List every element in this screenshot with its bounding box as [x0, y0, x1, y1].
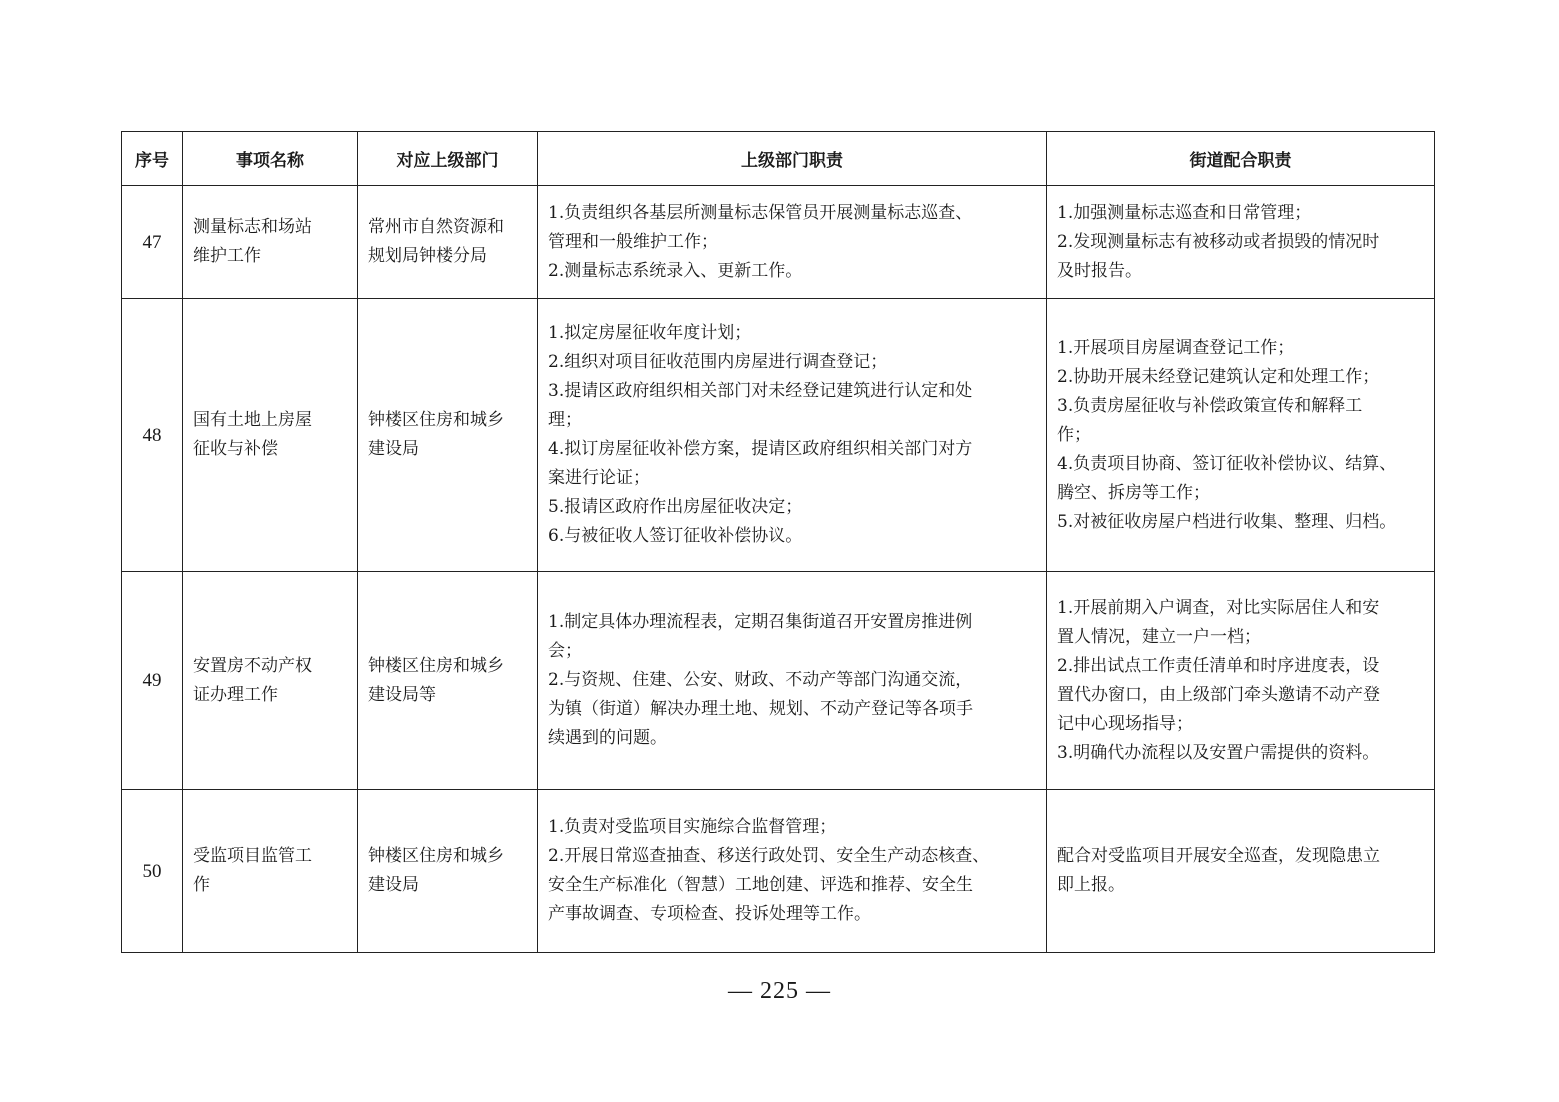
item-name-cell — [183, 790, 358, 953]
street-duties-line: 4.负责项目协商、签订征收补偿协议、结算、 — [1057, 453, 1397, 474]
item-name-line: 安置房不动产权 — [193, 655, 312, 676]
upper-duties-line: 1.负责对受监项目实施综合监督管理； — [548, 817, 837, 837]
street-duties-line: 3.负责房屋征收与补偿政策宣传和解释工 — [1057, 395, 1363, 416]
upper-dept-line: 钟楼区住房和城乡 — [368, 846, 504, 866]
street-duties-line: 配合对受监项目开展安全巡查，发现隐患立 — [1057, 846, 1380, 866]
header-street-duties: 街道配合职责 — [1047, 132, 1435, 186]
row-number: 50 — [122, 790, 183, 953]
responsibility-table — [121, 131, 1435, 953]
upper-duties-line: 2.测量标志系统录入、更新工作。 — [548, 260, 803, 281]
item-name-line: 测量标志和场站 — [193, 217, 312, 237]
page-number: — 225 — — [728, 978, 831, 1004]
street-duties-cell — [1047, 572, 1435, 790]
table-row — [122, 572, 1435, 790]
street-duties-line: 置人情况，建立一户一档； — [1057, 626, 1261, 647]
item-name-line: 受监项目监管工 — [193, 846, 312, 866]
upper-dept-line: 钟楼区住房和城乡 — [368, 410, 504, 430]
street-duties-line: 2.协助开展未经登记建筑认定和处理工作； — [1057, 366, 1380, 387]
upper-dept-line: 建设局 — [368, 875, 419, 895]
upper-duties-line: 2.与资规、住建、公安、财政、不动产等部门沟通交流， — [548, 670, 973, 690]
street-duties-line: 1.开展前期入户调查，对比实际居住人和安 — [1057, 597, 1380, 618]
upper-dept-line: 规划局钟楼分局 — [368, 246, 487, 266]
item-name-cell — [183, 299, 358, 572]
street-duties-line: 3.明确代办流程以及安置户需提供的资料。 — [1057, 742, 1380, 763]
street-duties-line: 2.发现测量标志有被移动或者损毁的情况时 — [1057, 231, 1380, 252]
upper-duties-line: 产事故调查、专项检查、投诉处理等工作。 — [548, 904, 871, 924]
upper-duties-line: 2.开展日常巡查抽查、移送行政处罚、安全生产动态核查、 — [548, 846, 990, 866]
upper-duties-line: 1.负责组织各基层所测量标志保管员开展测量标志巡查、 — [548, 202, 973, 223]
item-name-line: 维护工作 — [193, 246, 261, 266]
upper-duties-line: 2.组织对项目征收范围内房屋进行调查登记； — [548, 352, 888, 372]
upper-duties-line: 管理和一般维护工作； — [548, 231, 718, 252]
upper-dept-line: 建设局等 — [368, 684, 436, 705]
header-item-name: 事项名称 — [183, 132, 358, 186]
upper-duties-line: 理； — [548, 410, 582, 430]
header-seq: 序号 — [122, 132, 183, 186]
street-duties-line: 记中心现场指导； — [1057, 713, 1193, 734]
row-number: 47 — [122, 186, 183, 299]
item-name-line: 证办理工作 — [193, 684, 278, 705]
table-row — [122, 299, 1435, 572]
street-duties-line: 及时报告。 — [1057, 260, 1142, 281]
upper-duties-line: 为镇（街道）解决办理土地、规划、不动产登记等各项手 — [548, 699, 973, 719]
street-duties-line: 5.对被征收房屋户档进行收集、整理、归档。 — [1057, 511, 1397, 532]
upper-dept-cell — [358, 299, 538, 572]
street-duties-line: 腾空、拆房等工作； — [1057, 482, 1210, 503]
street-duties-line: 作； — [1057, 424, 1091, 445]
upper-duties-cell — [538, 790, 1047, 953]
table-row — [122, 790, 1435, 953]
upper-dept-line: 常州市自然资源和 — [368, 217, 504, 237]
upper-duties-line: 续遇到的问题。 — [548, 728, 667, 748]
upper-duties-line: 3.提请区政府组织相关部门对未经登记建筑进行认定和处 — [548, 381, 973, 401]
item-name-cell — [183, 186, 358, 299]
street-duties-cell — [1047, 186, 1435, 299]
table-header-row — [122, 132, 1435, 186]
table-row — [122, 186, 1435, 299]
header-upper-duties: 上级部门职责 — [538, 132, 1047, 186]
upper-duties-line: 6.与被征收人签订征收补偿协议。 — [548, 526, 803, 546]
upper-dept-cell — [358, 790, 538, 953]
street-duties-cell — [1047, 790, 1435, 953]
upper-dept-line: 建设局 — [368, 439, 419, 459]
street-duties-line: 即上报。 — [1057, 875, 1125, 895]
upper-duties-line: 安全生产标准化（智慧）工地创建、评选和推荐、安全生 — [548, 875, 973, 895]
upper-dept-cell — [358, 186, 538, 299]
upper-duties-cell — [538, 572, 1047, 790]
upper-duties-line: 案进行论证； — [548, 468, 650, 488]
upper-dept-line: 钟楼区住房和城乡 — [368, 655, 504, 676]
upper-duties-cell — [538, 299, 1047, 572]
upper-duties-line: 1.制定具体办理流程表，定期召集街道召开安置房推进例 — [548, 612, 973, 632]
street-duties-line: 1.开展项目房屋调查登记工作； — [1057, 337, 1295, 358]
upper-duties-line: 1.拟定房屋征收年度计划； — [548, 323, 752, 343]
street-duties-line: 2.排出试点工作责任清单和时序进度表，设 — [1057, 655, 1380, 676]
street-duties-line: 置代办窗口，由上级部门牵头邀请不动产登 — [1057, 684, 1380, 705]
header-upper-dept: 对应上级部门 — [358, 132, 538, 186]
street-duties-cell — [1047, 299, 1435, 572]
upper-duties-line: 4.拟订房屋征收补偿方案，提请区政府组织相关部门对方 — [548, 439, 973, 459]
item-name-line: 国有土地上房屋 — [193, 410, 312, 430]
item-name-line: 征收与补偿 — [193, 439, 278, 459]
upper-dept-cell — [358, 572, 538, 790]
upper-duties-line: 5.报请区政府作出房屋征收决定； — [548, 497, 803, 517]
row-number: 49 — [122, 572, 183, 790]
upper-duties-cell — [538, 186, 1047, 299]
upper-duties-line: 会； — [548, 641, 582, 661]
street-duties-line: 1.加强测量标志巡查和日常管理； — [1057, 202, 1312, 223]
item-name-line: 作 — [193, 875, 210, 895]
row-number: 48 — [122, 299, 183, 572]
item-name-cell — [183, 572, 358, 790]
